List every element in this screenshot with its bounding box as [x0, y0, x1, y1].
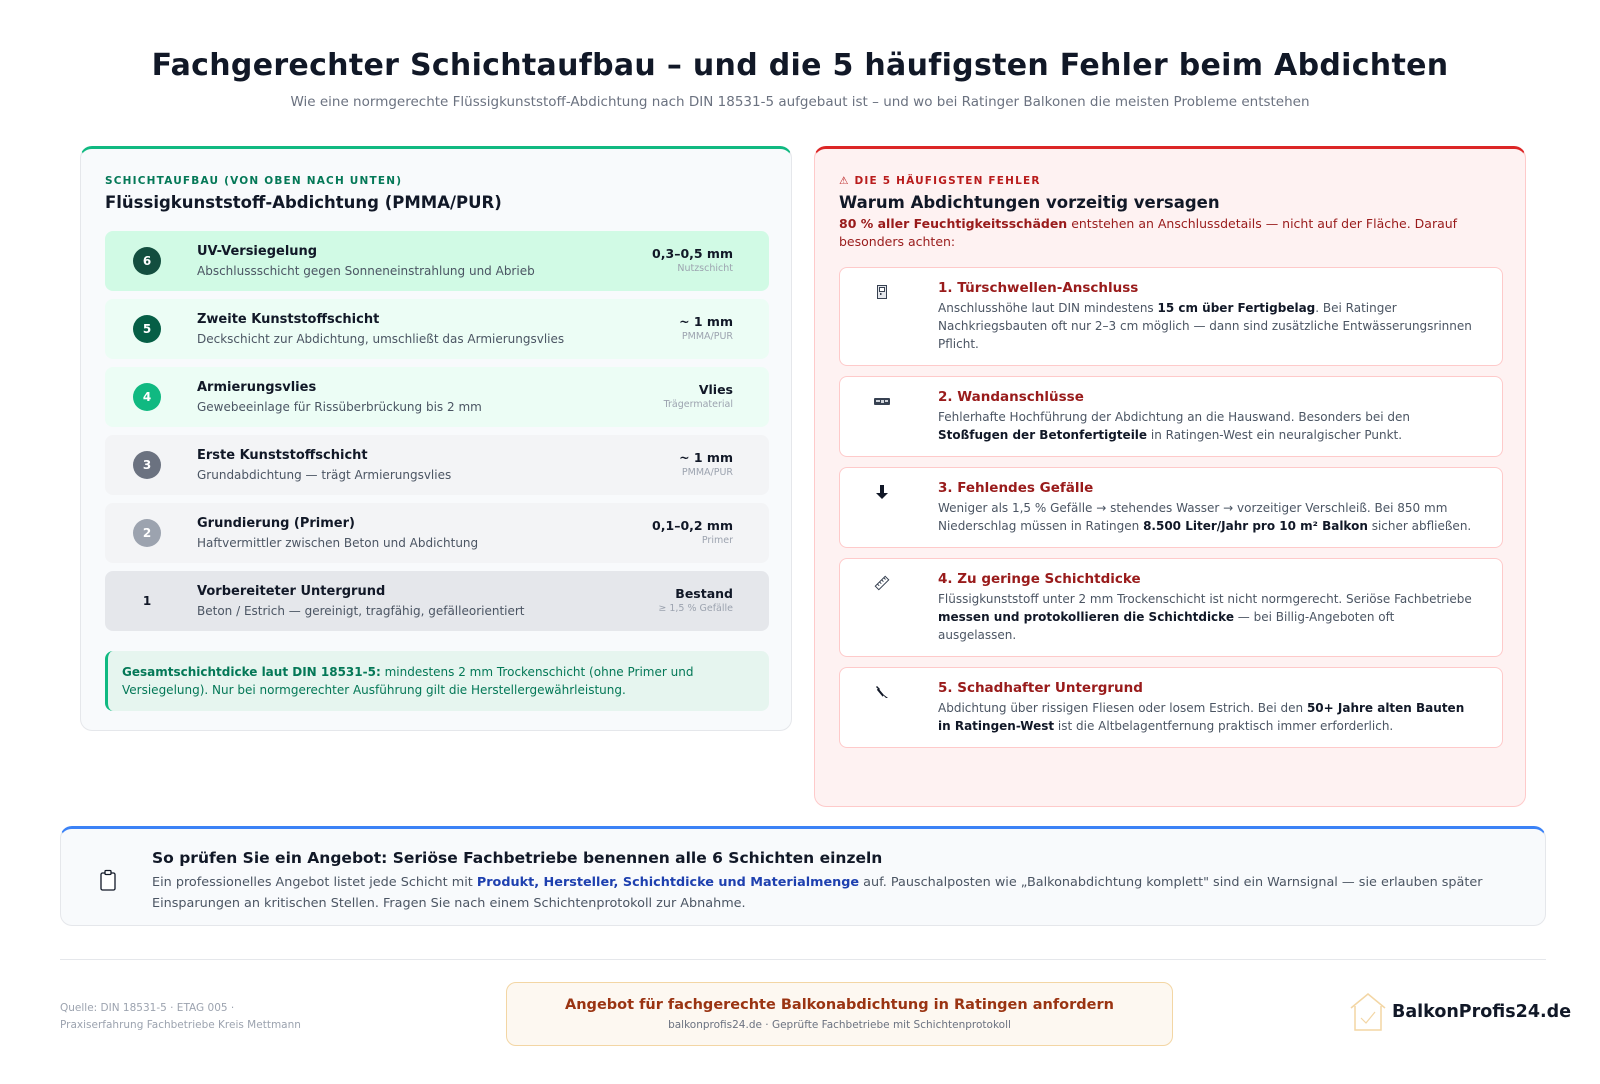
layer-description: Abschlussschicht gegen Sonneneinstrahlung und Abrieb [197, 264, 535, 278]
layer-number-badge: 1 [142, 594, 152, 608]
page-title: Fachgerechter Schichtaufbau – und die 5 häufigsten Fehler beim Abdichten [151, 48, 1449, 83]
error-card [839, 558, 1503, 657]
layer-description: Grundabdichtung — trägt Armierungsvlies [197, 468, 452, 482]
layer-material: PMMA/PUR [681, 467, 733, 478]
total-thickness-note [105, 651, 769, 711]
layer-structure-panel [80, 146, 792, 731]
source-line-2: Praxiserfahrung Fachbetriebe Kreis Mettmann [60, 1019, 301, 1031]
layer-name: Armierungsvlies [197, 380, 317, 395]
errors-heading: Warum Abdichtungen vorzeitig versagen [839, 193, 1220, 212]
layer-item-5 [105, 299, 769, 359]
layer-list [105, 231, 769, 639]
infobar-text-pre: Ein professionelles Angebot listet jede Schicht mit [152, 875, 477, 890]
layer-thickness: Vlies [698, 382, 733, 397]
cta-title[interactable]: Angebot für fachgerechte Balkonabdichtung in Ratingen anfordern [565, 997, 1114, 1013]
layers-heading: Flüssigkunststoff-Abdichtung (PMMA/PUR) [105, 193, 502, 212]
intro-text: entstehen an Anschlussdetails — nicht auf der Fläche. Darauf besonders achten: [839, 216, 1458, 249]
request-offer-cta[interactable] [506, 982, 1173, 1046]
intro-bold: 80 % aller Feuchtigkeitsschäden [839, 216, 1068, 231]
source-note [60, 1000, 301, 1034]
layer-item-4 [105, 367, 769, 427]
error-title: 3. Fehlendes Gefälle [938, 480, 1094, 496]
layer-name: Vorbereiteter Untergrund [197, 584, 386, 599]
infobar-title: So prüfen Sie ein Angebot: Seriöse Fachbetriebe benennen alle 6 Schichten einzeln [152, 849, 883, 867]
cta-subtitle: balkonprofis24.de · Geprüfte Fachbetriebe mit Schichtenprotokoll [668, 1019, 1011, 1031]
error-title: 1. Türschwellen-Anschluss [938, 280, 1139, 296]
layer-number-badge: 2 [133, 519, 161, 547]
wrench-icon [870, 682, 894, 702]
logo-text: BalkonProfis24.de [1392, 1002, 1572, 1022]
error-text-pre: Fehlerhafte Hochführung der Abdichtung an die Hauswand. Besonders bei den [938, 410, 1410, 424]
layer-name: Zweite Kunststoffschicht [197, 312, 380, 327]
layer-name: Grundierung (Primer) [197, 516, 355, 531]
footer-divider [60, 959, 1546, 960]
layer-number-badge: 3 [133, 451, 161, 479]
error-card [839, 267, 1503, 366]
layer-item-6 [105, 231, 769, 291]
common-errors-panel [814, 146, 1526, 807]
error-text-post: in Ratingen-West ein neuralgischer Punkt. [1147, 428, 1403, 442]
error-text-bold: 15 cm über Fertigbelag [1157, 301, 1316, 315]
infobar-text-bold: Produkt, Hersteller, Schichtdicke und Materialmenge [476, 875, 860, 890]
error-text-bold: 8.500 Liter/Jahr pro 10 m² Balkon [1143, 519, 1368, 533]
layer-material: Primer [701, 535, 733, 546]
layer-description: Deckschicht zur Abdichtung, umschließt das Armierungsvlies [197, 332, 565, 346]
layer-material: Nutzschicht [677, 263, 733, 274]
page-subtitle: Wie eine normgerechte Flüssigkunststoff-Abdichtung nach DIN 18531-5 aufgebaut ist – und wo bei Ratinger Balkonen die meisten Probleme entstehen [290, 94, 1310, 110]
error-text [938, 299, 1472, 353]
brand-logo[interactable] [1348, 992, 1571, 1032]
error-title: 4. Zu geringe Schichtdicke [938, 571, 1141, 587]
layer-number-badge: 5 [133, 315, 161, 343]
layer-description: Gewebeeinlage für Rissüberbrückung bis 2 mm [197, 400, 482, 414]
error-text [938, 499, 1472, 535]
error-list [839, 267, 1503, 758]
ruler-icon [870, 573, 894, 593]
error-text-post: . Bei Ratinger Nachkriegsbauten oft nur 2–3 cm möglich — dann sind zusätzliche Entwässerungsrinnen Pflicht. [938, 301, 1472, 351]
layer-thickness: Bestand [675, 586, 733, 601]
layer-item-1 [105, 571, 769, 631]
error-title: 5. Schadhafter Untergrund [938, 680, 1143, 696]
arrow-down-icon [870, 482, 894, 502]
error-text-post: sicher abfließen. [1367, 519, 1472, 533]
error-text-pre: Abdichtung über rissigen Fliesen oder losem Estrich. Bei den [938, 701, 1307, 715]
layer-thickness: 0,3–0,5 mm [652, 246, 733, 261]
errors-eyebrow: ⚠ DIE 5 HÄUFIGSTEN FEHLER [839, 175, 1041, 187]
error-text-bold: 50+ Jahre alten Bauten in Ratingen-West [938, 701, 1465, 733]
layer-item-2 [105, 503, 769, 563]
layer-description: Haftvermittler zwischen Beton und Abdichtung [197, 536, 479, 550]
note-bold: Gesamtschichtdicke laut DIN 18531-5: [122, 665, 381, 679]
error-card [839, 667, 1503, 748]
layer-item-3 [105, 435, 769, 495]
error-card [839, 467, 1503, 548]
error-text [938, 699, 1472, 735]
error-text-post: — bei Billig-Angeboten oft ausgelassen. [938, 610, 1395, 642]
door-icon [870, 282, 894, 302]
error-text-bold: messen und protokollieren die Schichtdicke [938, 610, 1234, 624]
error-card [839, 376, 1503, 457]
error-text [938, 408, 1472, 444]
error-text-post: ist die Altbelagentfernung praktisch immer erforderlich. [1054, 719, 1394, 733]
error-text-pre: Weniger als 1,5 % Gefälle → stehendes Wasser → vorzeitiger Verschleiß. Bei 850 mm Niederschlag müssen in Ratingen [938, 501, 1448, 533]
layer-thickness: ~ 1 mm [679, 450, 733, 465]
layer-name: UV-Versiegelung [197, 244, 318, 259]
layer-material: Trägermaterial [663, 399, 733, 410]
layer-name: Erste Kunststoffschicht [197, 448, 368, 463]
house-check-icon [1348, 992, 1388, 1032]
brick-wall-icon [870, 391, 894, 411]
layer-number-badge: 6 [133, 247, 161, 275]
layer-material: PMMA/PUR [681, 331, 733, 342]
infobar-text [152, 872, 1522, 914]
layers-eyebrow: SCHICHTAUFBAU (VON OBEN NACH UNTEN) [105, 175, 403, 187]
layer-number-badge: 4 [133, 383, 161, 411]
error-text-bold: Stoßfugen der Betonfertigteile [938, 428, 1148, 442]
source-line-1: Quelle: DIN 18531-5 · ETAG 005 · [60, 1002, 235, 1014]
infobar-text-post: auf. Pauschalposten wie „Balkonabdichtung komplett" sind ein Warnsignal — sie erlauben später Einsparungen an kritischen Stellen. Fragen Sie nach einem Schichtenprotokoll zur Abnahme. [152, 875, 1483, 911]
errors-intro [839, 215, 1503, 251]
layer-description: Beton / Estrich — gereinigt, tragfähig, gefälleorientiert [197, 604, 525, 618]
clipboard-icon [99, 869, 119, 893]
error-title: 2. Wandanschlüsse [938, 389, 1084, 405]
layer-thickness: 0,1–0,2 mm [652, 518, 733, 533]
note-text: mindestens 2 mm Trockenschicht (ohne Primer und Versiegelung). Nur bei normgerechter Ausführung gilt die Herstellergewährleistung. [122, 665, 694, 697]
error-text-pre: Flüssigkunststoff unter 2 mm Trockenschicht ist nicht normgerecht. Seriöse Fachbetriebe [938, 592, 1472, 606]
layer-thickness: ~ 1 mm [679, 314, 733, 329]
layer-material: ≥ 1,5 % Gefälle [658, 603, 733, 614]
offer-check-infobar [60, 826, 1546, 926]
error-text [938, 590, 1472, 644]
error-text-pre: Anschlusshöhe laut DIN mindestens [938, 301, 1158, 315]
